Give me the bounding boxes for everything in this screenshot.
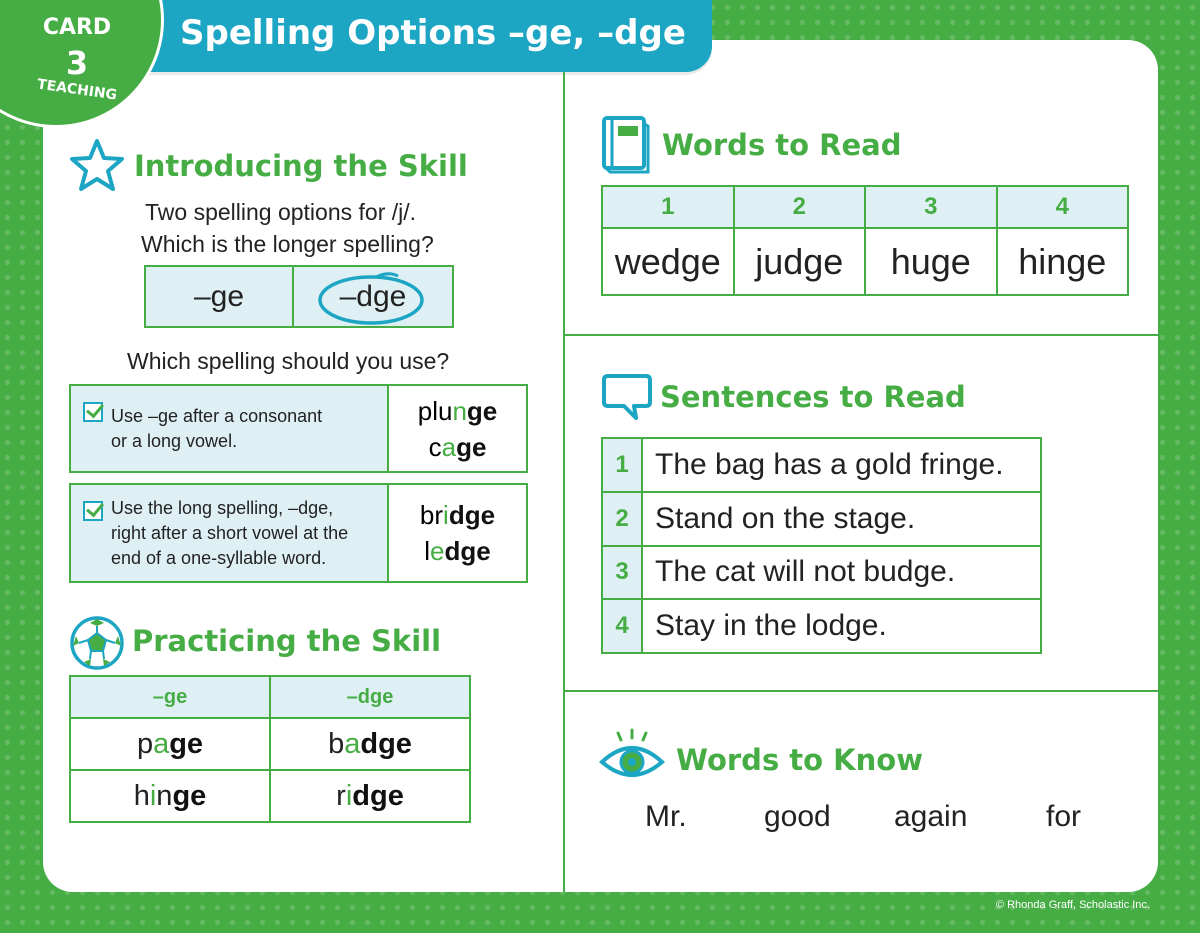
rule-2-text (70, 484, 388, 582)
eye-icon (598, 728, 666, 782)
practice-word-hinge: hinge (70, 770, 270, 822)
mode-label: TEACHING (36, 76, 118, 104)
sentence-2: Stand on the stage. (642, 492, 1041, 546)
sentences-to-read-heading: Sentences to Read (660, 380, 966, 414)
sentences-table (601, 437, 1042, 654)
section-divider-1 (565, 334, 1158, 336)
word-to-read-2: judge (734, 228, 866, 295)
rule-1-line1: Use –ge after a consonant (111, 405, 323, 426)
practice-word-page: page (70, 718, 270, 770)
words-to-read-heading: Words to Read (662, 128, 902, 162)
rule-table-1 (69, 384, 528, 473)
introducing-heading: Introducing the Skill (134, 149, 468, 183)
word-to-read-1: wedge (602, 228, 734, 295)
words-to-know-heading: Words to Know (676, 743, 924, 777)
rule-2-line2: right after a short vowel at the (111, 522, 349, 543)
rule-1-examples (388, 385, 527, 472)
word-to-read-3: huge (865, 228, 997, 295)
rule-2-line3: end of a one-syllable word. (111, 547, 327, 568)
rule-2-line1: Use the long spelling, –dge, (111, 497, 334, 518)
practice-table (69, 675, 471, 823)
example-ledge: ledge (424, 536, 491, 566)
sentence-1: The bag has a gold fringe. (642, 438, 1041, 492)
column-divider (563, 72, 565, 892)
which-spelling-question: Which spelling should you use? (127, 348, 450, 374)
rule-1-line2: or a long vowel. (111, 430, 238, 451)
practicing-heading: Practicing the Skill (132, 624, 442, 658)
checkbox-icon (83, 501, 103, 521)
word-number-2: 2 (734, 186, 866, 228)
word-number-4: 4 (997, 186, 1129, 228)
word-to-read-4: hinge (997, 228, 1129, 295)
rule-2-examples (388, 484, 527, 582)
soccer-ball-icon (68, 614, 126, 672)
words-to-read-table (601, 185, 1129, 296)
practice-header-dge: –dge (270, 676, 470, 718)
intro-prompt-line1: Two spelling options for /j/. (145, 199, 417, 225)
sentence-number-2: 2 (602, 492, 642, 546)
spelling-options-table (144, 265, 454, 328)
section-divider-2 (565, 690, 1158, 692)
practice-word-badge: badge (270, 718, 470, 770)
card-label: CARD (42, 15, 112, 40)
know-word-3: again (894, 800, 968, 833)
star-icon (68, 138, 126, 193)
practice-word-ridge: ridge (270, 770, 470, 822)
example-cage: cage (428, 431, 487, 462)
sentence-4: Stay in the lodge. (642, 599, 1041, 653)
example-plunge: plunge (417, 395, 498, 426)
word-number-1: 1 (602, 186, 734, 228)
example-bridge: bridge (419, 500, 496, 530)
option-dge (293, 266, 453, 327)
know-word-2: good (764, 800, 831, 833)
copyright-notice: © Rhonda Graff, Scholastic Inc. (995, 899, 1150, 911)
practice-header-ge: –ge (70, 676, 270, 718)
card-number: 3 (65, 44, 89, 82)
word-number-3: 3 (865, 186, 997, 228)
know-word-4: for (1046, 800, 1082, 833)
option-dge-text: –dge (339, 279, 407, 313)
book-icon (600, 114, 652, 174)
sentence-number-1: 1 (602, 438, 642, 492)
sentence-number-3: 3 (602, 546, 642, 600)
speech-bubble-icon (600, 372, 654, 422)
option-ge: –ge (145, 266, 293, 327)
rule-table-2 (69, 483, 528, 583)
checkbox-icon (83, 402, 103, 422)
sentence-number-4: 4 (602, 599, 642, 653)
intro-prompt-line2: Which is the longer spelling? (141, 231, 434, 257)
page-title: Spelling Options –ge, –dge (180, 13, 686, 53)
know-word-1: Mr. (645, 800, 687, 833)
sentence-3: The cat will not budge. (642, 546, 1041, 600)
circle-mark-icon (316, 271, 426, 327)
rule-1-text (70, 385, 388, 472)
